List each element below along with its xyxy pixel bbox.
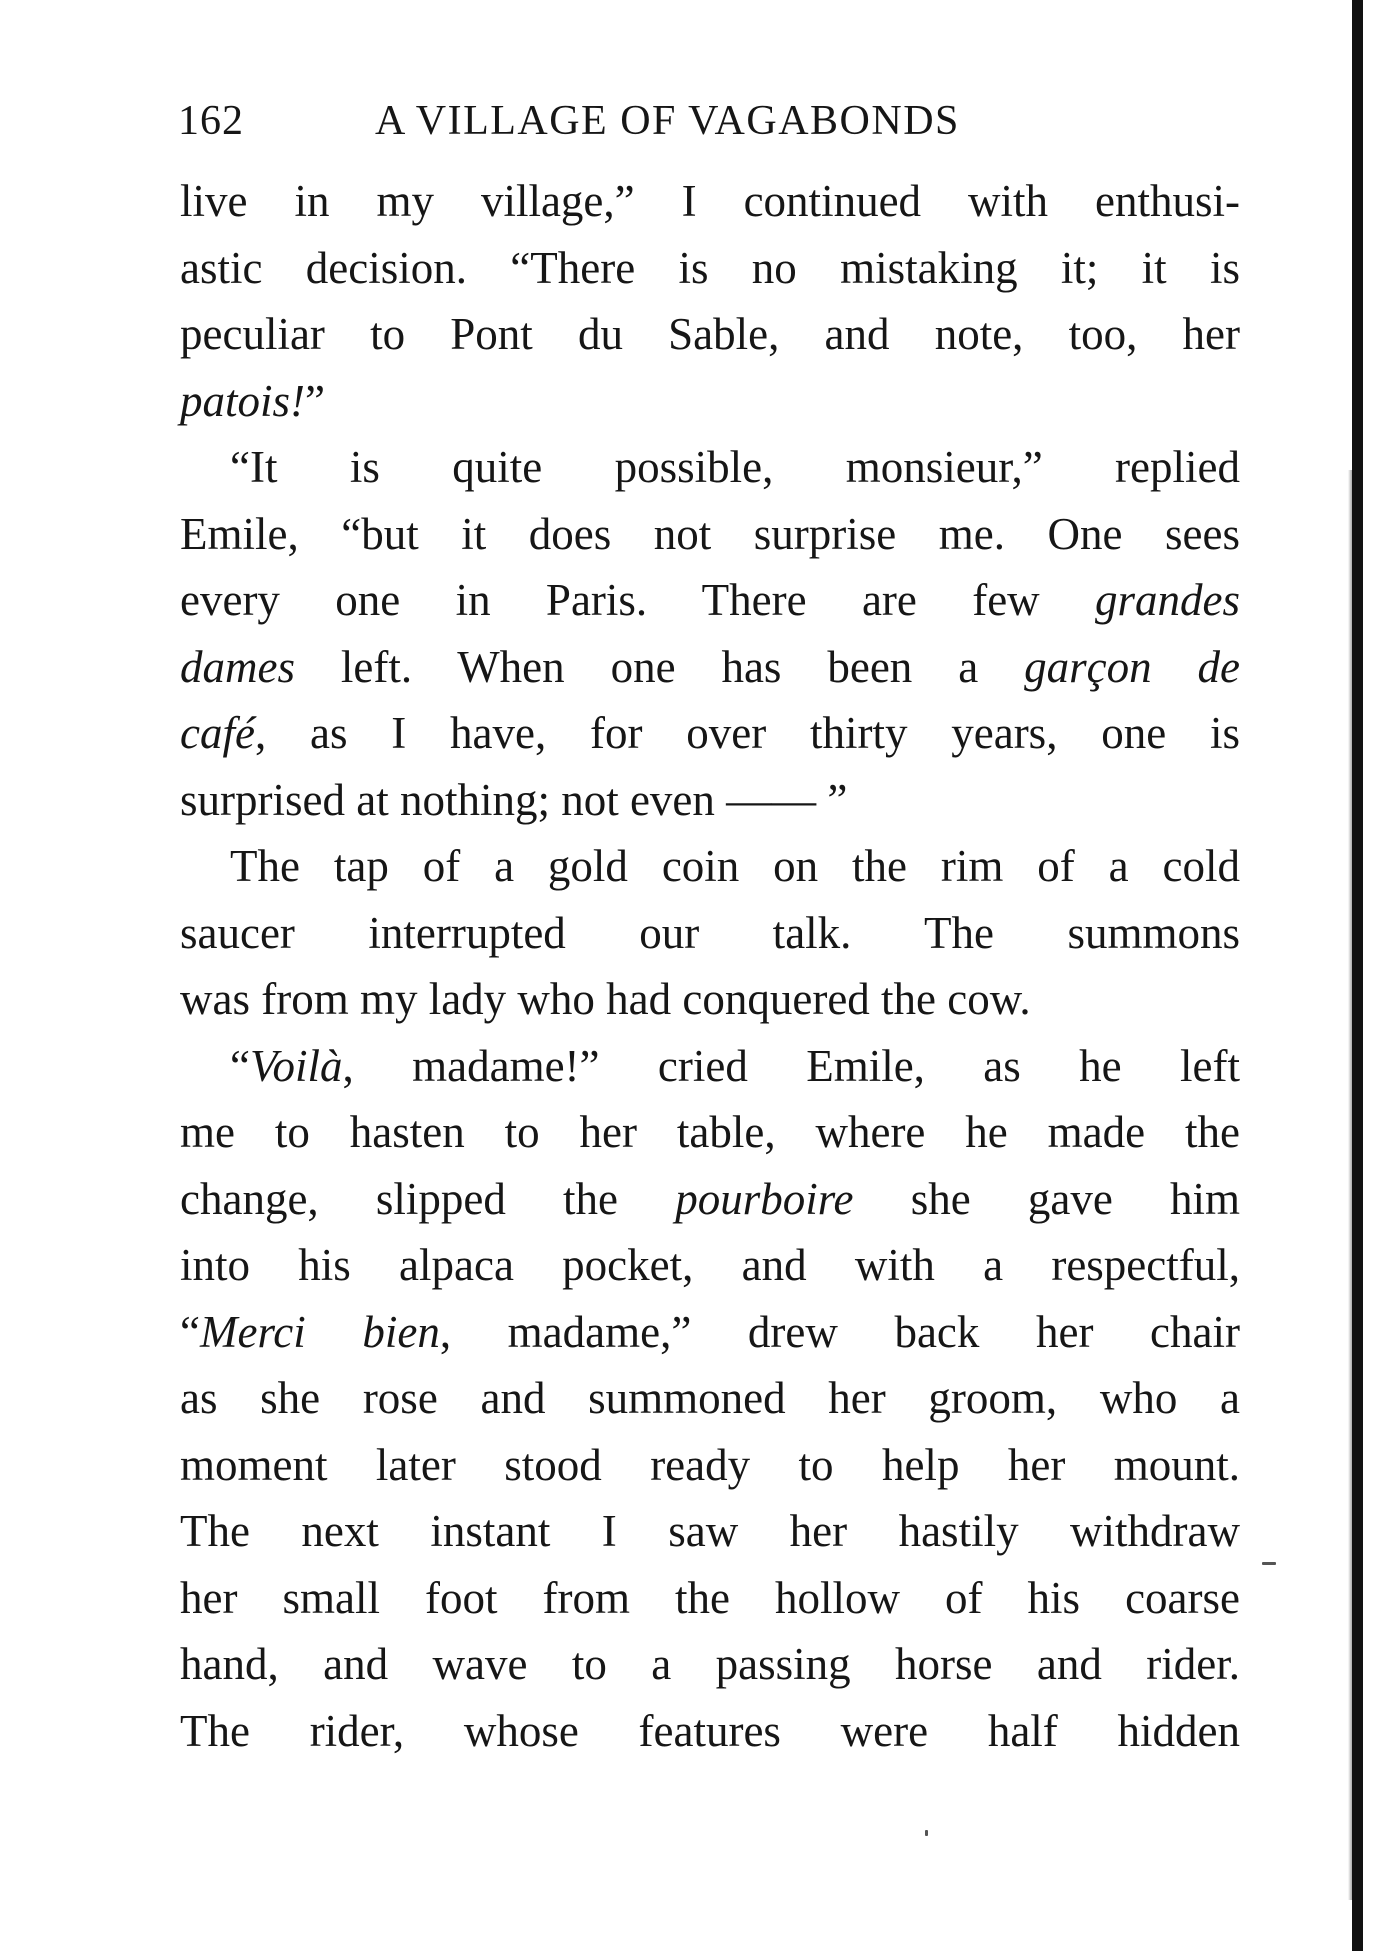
page-number: 162	[178, 98, 244, 144]
text-segment: saucer interrupted our talk. The summons	[180, 907, 1240, 958]
text-segment: , madame,” drew back her chair	[439, 1306, 1240, 1357]
text-line	[180, 1099, 1240, 1166]
body-text	[180, 168, 1240, 1764]
text-segment: “It is quite possible, monsieur,” replied	[230, 442, 1240, 492]
text-segment: The rider, whose features were half hidden	[180, 1705, 1240, 1756]
text-line	[180, 1033, 1240, 1100]
text-segment: was from my lady who had conquered the cow.	[180, 974, 1031, 1024]
binding-edge	[1348, 0, 1378, 1951]
text-segment: change, slipped the	[180, 1173, 676, 1224]
italic-text: Merci bien	[199, 1306, 440, 1357]
text-segment: into his alpaca pocket, and with a respectful,	[180, 1240, 1240, 1290]
text-segment: “	[180, 1306, 200, 1357]
text-segment: live in my village,” I continued with enthusi-	[180, 176, 1240, 226]
text-segment: The next instant I saw her hastily withdraw	[180, 1506, 1240, 1556]
running-head	[178, 96, 1240, 146]
ink-speck	[925, 1830, 928, 1836]
text-line	[180, 1166, 1240, 1233]
text-line	[180, 567, 1240, 634]
binding-bar	[1352, 0, 1363, 1951]
text-line	[180, 368, 1240, 435]
text-segment: left. When one has been a	[294, 641, 1025, 692]
text-line	[180, 1432, 1240, 1499]
italic-text: Voilà	[249, 1040, 343, 1091]
italic-text: patois!	[180, 375, 306, 426]
text-line	[180, 900, 1240, 967]
text-line	[180, 1365, 1240, 1432]
text-segment: she gave him	[853, 1173, 1241, 1224]
text-line	[180, 235, 1240, 302]
text-segment: ”	[305, 375, 325, 426]
ink-speck	[1262, 1562, 1276, 1565]
text-line	[180, 1232, 1240, 1299]
text-line	[180, 1698, 1240, 1765]
text-line	[180, 1565, 1240, 1632]
text-line	[180, 1498, 1240, 1565]
text-line	[180, 767, 1240, 834]
text-segment: moment later stood ready to help her mount.	[180, 1439, 1240, 1490]
text-segment: surprised at nothing; not even —— ”	[180, 774, 848, 825]
italic-text: grandes	[1095, 575, 1240, 625]
text-segment: every one in Paris. There are few	[180, 575, 1095, 625]
text-segment: me to hasten to her table, where he made the	[180, 1107, 1240, 1157]
text-line	[180, 833, 1240, 900]
italic-text: dames	[180, 641, 295, 692]
text-line	[180, 1631, 1240, 1698]
text-line	[180, 301, 1240, 368]
italic-text: café	[180, 708, 255, 758]
text-line	[180, 434, 1240, 501]
text-segment: as she rose and summoned her groom, who a	[180, 1373, 1240, 1423]
running-title: A VILLAGE OF VAGABONDS	[375, 98, 960, 144]
text-segment: her small foot from the hollow of his coarse	[180, 1572, 1240, 1623]
text-segment: , madame!” cried Emile, as he left	[342, 1040, 1240, 1091]
text-segment: hand, and wave to a passing horse and rider.	[180, 1639, 1240, 1689]
italic-text: garçon de	[1024, 641, 1240, 692]
text-segment: , as I have, for over thirty years, one is	[254, 708, 1240, 758]
text-segment: “	[230, 1040, 250, 1091]
text-segment: Emile, “but it does not surprise me. One sees	[180, 508, 1240, 559]
text-segment: peculiar to Pont du Sable, and note, too, her	[180, 309, 1240, 359]
text-line	[180, 168, 1240, 235]
text-line	[180, 700, 1240, 767]
text-line	[180, 1299, 1240, 1366]
text-line	[180, 634, 1240, 701]
italic-text: pourboire	[675, 1173, 854, 1224]
text-segment: astic decision. “There is no mistaking it; it is	[180, 242, 1240, 293]
text-line	[180, 501, 1240, 568]
text-line	[180, 966, 1240, 1033]
text-segment: The tap of a gold coin on the rim of a cold	[230, 841, 1240, 891]
